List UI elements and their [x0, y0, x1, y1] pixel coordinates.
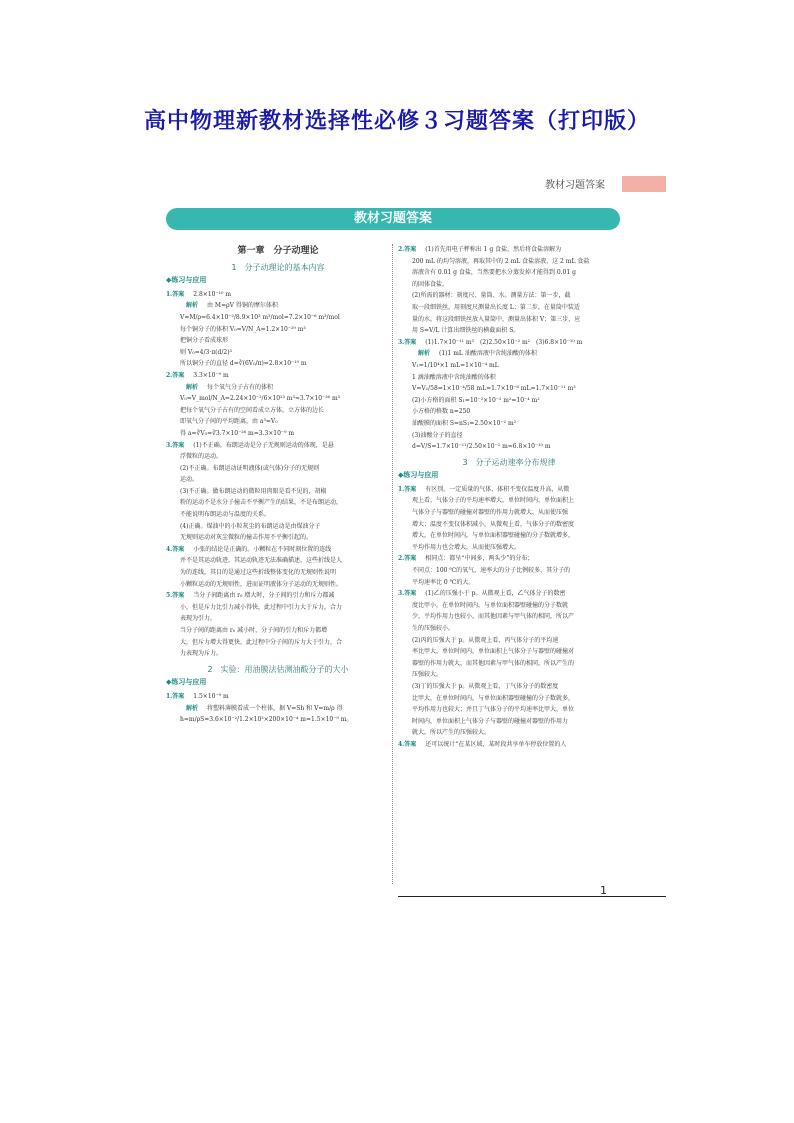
- page-number: 1: [600, 884, 607, 897]
- running-head: 教材习题答案: [545, 180, 605, 191]
- answer-line: 力表现为斥力。: [180, 650, 223, 658]
- answer-line: 解析 将塑料薄膜看成一个柱体，据 V=Sh 和 V=m/ρ 得: [180, 704, 343, 712]
- answer-line: 2.答案 相同点：都呈“中间多，两头少”的分布；: [398, 555, 534, 563]
- answer-block: [398, 553, 620, 588]
- section-1-title: 1 分子动理论的基本内容: [231, 262, 325, 272]
- answer-line: 平均作用力也较大；并且丁气体分子的平均速率比甲大，单位: [412, 706, 575, 714]
- answer-tag: 4.答案: [398, 740, 417, 748]
- answer-line: 每个铜分子的体积 V₀=V/N_A=1.2×10⁻²⁹ m³: [180, 325, 306, 333]
- answer-line: 增大，在单位时间内，与单位面积器壁碰撞的分子数就增多，: [412, 532, 575, 540]
- chapter-title: 第一章 分子动理论: [237, 246, 319, 256]
- left-column: [166, 244, 390, 726]
- exercise-heading: ◆练习与应用: [398, 471, 439, 480]
- answer-line: 并不是其运动轨迹，其运动轨迹无法准确描述，这些折线是人: [180, 557, 343, 565]
- answer-line: 表现为引力。: [180, 615, 217, 623]
- running-head-tab: [622, 176, 666, 192]
- answer-tag: 3.答案: [398, 338, 417, 346]
- answer-line: (2)所需的器材：刻度尺、量筒、水。测量方法：第一步，截: [412, 292, 571, 300]
- answer-line: 大，但斥力增大得更快，此过程中分子间的斥力大于引力，合: [180, 638, 343, 646]
- exercise-heading: ◆练习与应用: [166, 678, 207, 687]
- answer-tag: 解析: [412, 350, 431, 358]
- answer-line: 把每个氧气分子占有的空间看成立方体，立方体的边长: [180, 406, 325, 414]
- answer-line: (2)丙的压强大于 p。从微观上看，丙气体分子的平均速: [412, 636, 559, 644]
- answer-block: [166, 289, 390, 370]
- answer-line: 所以铜分子的直径 d=∛(6V₀/π)=2.8×10⁻¹⁰ m: [180, 360, 307, 368]
- document-title: 高中物理新教材选择性必修３习题答案（打印版）: [143, 108, 650, 134]
- answer-line: 时间内，单位面积上气体分子与器壁的碰撞对器壁的作用力: [412, 717, 569, 725]
- answer-line: 1 滴油酸溶液中含纯油酸的体积: [412, 373, 496, 381]
- answer-line: 小颗粒运动的无规则性，进而证明液体分子运动的无规则性。: [180, 580, 343, 588]
- answer-tag: 解析: [180, 302, 199, 310]
- section-2-title: 2 实验：用油膜法估测油酸分子的大小: [207, 664, 349, 674]
- answer-line: 运动。: [180, 476, 199, 484]
- answer-tag: 3.答案: [398, 590, 417, 598]
- answer-line: 率比甲大，单位时间内，单位面积上气体分子与器壁的碰撞对: [412, 648, 575, 656]
- answer-line: (2)小方格的面积 S₁=10⁻²×10⁻² m²=10⁻⁴ m²: [412, 396, 540, 404]
- answer-block: [166, 544, 390, 590]
- answer-line: 小方格的格数 n=250: [412, 408, 471, 416]
- answer-tag: 3.答案: [166, 441, 185, 449]
- answer-tag: 1.答案: [166, 692, 185, 700]
- answer-line: d=V/S=1.7×10⁻¹¹/2.50×10⁻² m≈6.8×10⁻¹⁰ m: [412, 443, 551, 451]
- answer-line: 浮微粒的运动。: [180, 453, 223, 461]
- answer-line: 得 a=∛V₀=∛3.7×10⁻²⁶ m=3.3×10⁻⁹ m: [180, 429, 295, 437]
- answer-line: (4)正确。煤油中的小粒灰尘的布朗运动是由煤油分子: [180, 522, 321, 530]
- answer-line: 少，平均作用力也较小，而其他因素与甲气体的相同，所以产: [412, 613, 575, 621]
- answer-line: h=m/ρS=3.6×10⁻²/1.2×10³×200×10⁻⁴ m=1.5×10⁻⁹ m。: [180, 716, 353, 724]
- answer-line: 生的压强较小。: [412, 625, 455, 632]
- answer-line: 5.答案 当分子间距离由 r₀ 增大时，分子间的引力和斥力都减: [166, 592, 335, 600]
- answer-block: [166, 590, 390, 660]
- answer-block: [398, 244, 620, 337]
- answer-line: (2)不正确。布朗运动证明液体(或气体)分子的无规则: [180, 464, 320, 472]
- answer-line: 量的水，将这段细铁丝放入量筒中，测量出体积 V；第三步，应: [412, 315, 581, 323]
- answer-line: 用 S=V/L 计算出细铁丝的横截面积 S。: [412, 327, 520, 335]
- answer-tag: 1.答案: [166, 290, 185, 298]
- answer-line: 观上看，气体分子的平均速率增大，单位时间内、单位面积上: [412, 497, 575, 505]
- section-3-title: 3 分子运动速率分布规律: [462, 457, 556, 467]
- answer-line: V=V₁/58=1×10⁻⁴/58 mL=1.7×10⁻⁶ mL=1.7×10⁻¹¹ m³: [412, 385, 576, 393]
- answer-tag: 解析: [180, 704, 199, 712]
- right-column: [398, 244, 620, 751]
- answer-line: 4.答案 还可以统计“在某区域，某时段共享单车停放位置的人: [398, 740, 567, 748]
- answer-line: V=M/ρ=6.4×10⁻²/8.9×10³ m³/mol=7.2×10⁻⁶ m³/mol: [180, 313, 340, 321]
- answer-line: 3.答案 (1)乙的压强小于 p。从微观上看，乙气体分子的数密: [398, 590, 566, 598]
- answer-line: V₁=1/10⁴×1 mL=1×10⁻⁴ mL: [412, 361, 499, 369]
- answer-tag: 解析: [180, 383, 199, 391]
- answer-line: 解析 (1)1 mL 油酸溶液中含纯油酸的体积: [412, 350, 537, 358]
- answer-line: 度比甲小，在单位时间内，与单位面积器壁碰撞的分子数就: [412, 601, 569, 609]
- column-divider: [392, 244, 393, 884]
- answer-tag: 2.答案: [398, 246, 417, 253]
- answer-line: 把铜分子看成球形: [180, 337, 229, 345]
- answer-line: 增大；温度不变仅体积减小，从微观上看，气体分子的数密度: [412, 520, 575, 528]
- answer-line: 器壁的作用力就大，而其他因素与甲气体的相同，所以产生的: [412, 659, 575, 667]
- answer-line: 比甲大，在单位时间内，与单位面积器壁碰撞的分子数就多，: [412, 694, 575, 702]
- answer-line: 就大，所以产生的压强较大。: [412, 729, 491, 737]
- answer-line: 则 V₀=4/3·π(d/2)³: [180, 348, 232, 356]
- answer-line: 压强较大。: [412, 671, 443, 679]
- textbook-page: [160, 172, 670, 912]
- answer-line: 1.答案 2.8×10⁻¹⁰ m: [166, 290, 232, 298]
- answer-line: (3)不正确。做布朗运动的微粒用肉眼是看不见的，胡椒: [180, 487, 327, 495]
- answer-line: 平均作用力也会增大，从而使压强增大。: [412, 543, 521, 551]
- answer-line: 油酸膜的面积 S=nS₁=2.50×10⁻² m²: [412, 419, 517, 427]
- answer-line: 4.答案 小张的结论是正确的。小颗粒在不同时刻位置的连线: [166, 545, 332, 553]
- answer-block: [398, 337, 620, 453]
- answer-line: 不同点：100 ℃的氧气，速率大的分子比例较多，其分子的: [412, 567, 571, 575]
- answer-block: [166, 440, 390, 544]
- answer-line: 平均速率比 0 ℃的大。: [412, 578, 475, 586]
- answer-line: (3)丁的压强大于 p。从微观上看，丁气体分子的数密度: [412, 682, 559, 690]
- answer-line: 为的连线，其目的是通过这些折线整体变化的无规则性说明: [180, 569, 337, 577]
- answer-line: 无规则运动对灰尘微粒的撞击作用不平衡引起的。: [180, 534, 313, 542]
- answer-tag: 1.答案: [398, 485, 417, 493]
- answer-line: 取一段细铁丝，用刻度尺测量出长度 L；第二步，在量筒中装适: [412, 303, 580, 311]
- answer-block: [166, 370, 390, 440]
- footer-rule: [398, 896, 666, 897]
- answer-line: 1.答案 有区别。一定质量的气体，体积不变仅温度升高，从微: [398, 485, 570, 493]
- answer-tag: 2.答案: [398, 555, 417, 563]
- answer-block: [398, 588, 620, 739]
- answer-line: 气体分子与器壁的碰撞对器壁的作用力就增大，从而使压强: [412, 509, 569, 517]
- answer-line: 粉的运动不是水分子撞击不平衡产生的结果，不是布朗运动，: [180, 499, 343, 507]
- answer-line: 解析 由 M=ρV 得铜的摩尔体积: [180, 302, 278, 310]
- answer-line: 当分子间的距离由 r₀ 减小时，分子间的引力和斥力都增: [180, 627, 328, 634]
- answer-line: 的固体食盐。: [412, 280, 449, 288]
- answer-line: 不能说明布朗运动与温度的关系。: [180, 511, 271, 519]
- answer-block: [166, 691, 390, 726]
- answer-line: V₀=V_mol/N_A=2.24×10⁻²/6×10²³ m³≈3.7×10⁻²⁶ m³: [180, 395, 341, 403]
- answer-tag: 4.答案: [166, 545, 185, 553]
- answer-line: 溶液含有 0.01 g 食盐，当然要把水分蒸发掉才能得到 0.01 g: [412, 269, 576, 277]
- answer-tag: 2.答案: [166, 371, 185, 379]
- answer-tag: 5.答案: [166, 592, 185, 600]
- answer-line: 2.答案 (1)首先用电子秤称出 1 g 食盐，然后将食盐溶解为: [398, 246, 562, 253]
- answer-line: 即氧气分子间的平均距离，由 a³=V₀: [180, 418, 278, 426]
- answer-block: [398, 484, 620, 554]
- answer-line: 3.答案 (1)1.7×10⁻¹¹ m³ (2)2.50×10⁻² m² (3)6.8×10⁻¹⁰ m: [398, 338, 583, 346]
- exercise-heading: ◆练习与应用: [166, 276, 207, 285]
- answer-line: 2.答案 3.3×10⁻⁹ m: [166, 371, 229, 379]
- answer-line: (3)油酸分子的直径: [412, 431, 463, 439]
- answer-line: 3.答案 (1)不正确。布朗运动是分子无规则运动的体现，是悬: [166, 441, 334, 449]
- answer-line: 1.答案 1.5×10⁻⁹ m: [166, 692, 229, 700]
- answer-line: 小，但是斥力比引力减小得快，此过程中引力大于斥力，合力: [180, 603, 343, 611]
- answer-block: [398, 739, 620, 751]
- answer-line: 200 mL 的均匀溶液，再取其中的 2 mL 食盐溶液，这 2 mL 食盐: [412, 257, 590, 265]
- answer-line: 解析 每个氧气分子占有的体积: [180, 383, 274, 391]
- section-banner: 教材习题答案: [166, 208, 620, 230]
